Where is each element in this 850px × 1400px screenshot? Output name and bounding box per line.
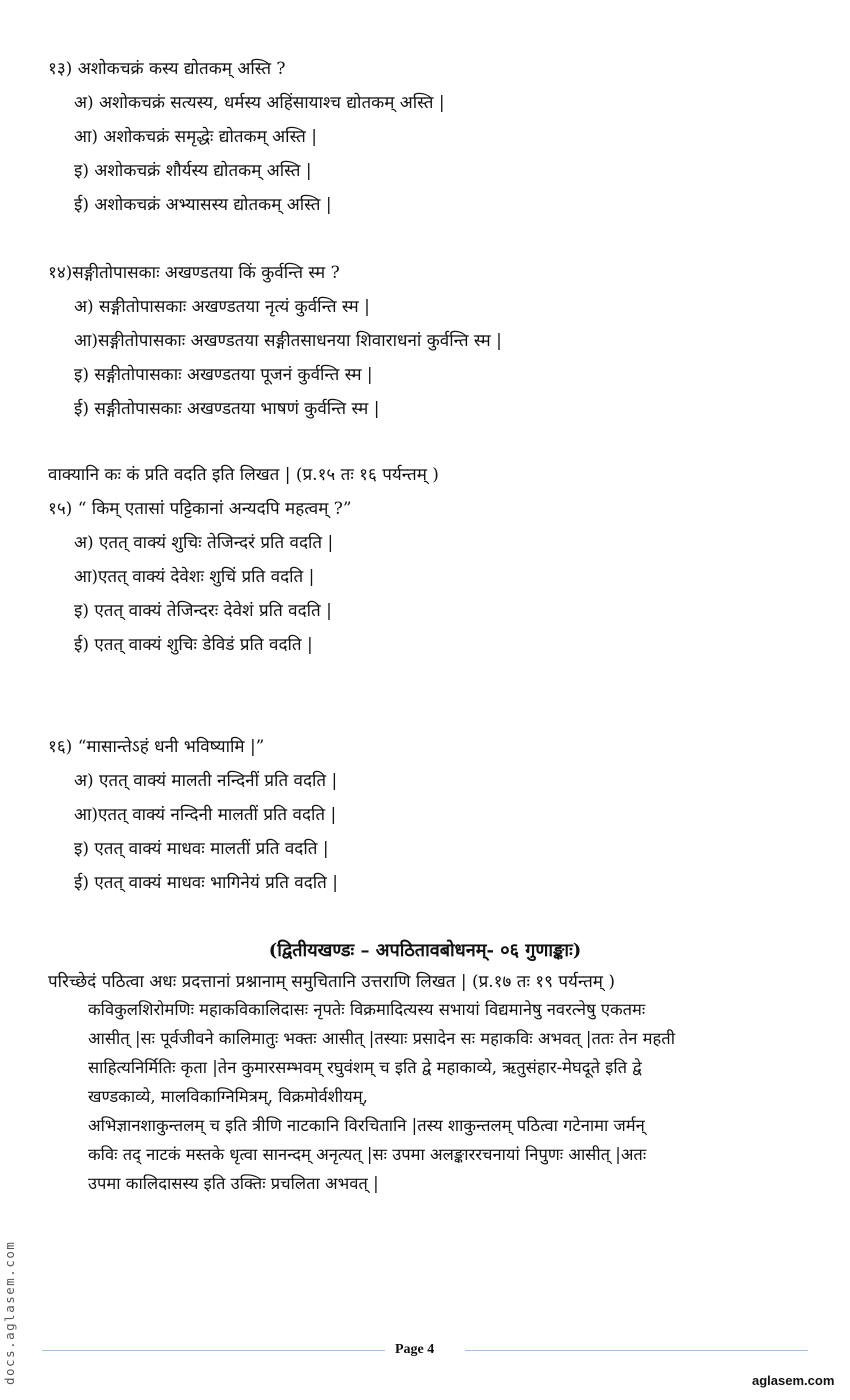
q14-option-i: इ) सङ्गीतोपासकाः अखण्डतया पूजनं कुर्वन्ति स्म |	[74, 365, 373, 385]
q15-option-ii: ई) एतत् वाक्यं शुचिः डेविडं प्रति वदति |	[74, 635, 313, 655]
passage-line: अभिज्ञानशाकुन्तलम् च इति त्रीणि नाटकानि विरचितानि |तस्य शाकुन्तलम् पठित्वा गटेनामा जर्मन्	[88, 1116, 645, 1135]
section-title: (द्वितीयखण्डः – अपठितावबोधनम्- ०६ गुणाङ्काः)	[268, 940, 582, 961]
page-number: Page 4	[395, 1342, 435, 1357]
q14-option-ii: ई) सङ्गीतोपासकाः अखण्डतया भाषणं कुर्वन्ति स्म |	[74, 399, 380, 419]
passage-line: उपमा कालिदासस्य इति उक्तिः प्रचलिता अभवत् |	[88, 1174, 379, 1193]
q14-option-aa: आ)सङ्गीतोपासकाः अखण्डतया सङ्गीतसाधनया शिवाराधनां कुर्वन्ति स्म |	[74, 331, 502, 351]
passage	[88, 995, 778, 1198]
q15-option-a: अ) एतत् वाक्यं शुचिः तेजिन्दरं प्रति वदति |	[74, 533, 334, 553]
side-watermark: docs.aglasem.com	[2, 1240, 17, 1385]
q13-option-a: अ) अशोकचक्रं सत्यस्य, धर्मस्य अहिंसायाश्च द्योतकम् अस्ति |	[74, 93, 445, 113]
question-13: १३) अशोकचक्रं कस्य द्योतकम् अस्ति ?	[48, 59, 286, 79]
passage-line: खण्डकाव्ये, मालविकाग्निमित्रम्, विक्रमोर्वशीयम्,	[88, 1087, 368, 1106]
q13-option-i: इ) अशोकचक्रं शौर्यस्य द्योतकम् अस्ति |	[74, 161, 312, 181]
question-14: १४)सङ्गीतोपासकाः अखण्डतया किं कुर्वन्ति स्म ?	[48, 263, 340, 283]
q15-option-i: इ) एतत् वाक्यं तेजिन्दरः देवेशं प्रति वदति |	[74, 601, 332, 621]
question-16: १६) “मासान्तेऽहं धनी भविष्यामि |”	[48, 737, 265, 757]
instruction-15-16: वाक्यानि कः कं प्रति वदति इति लिखत | (प्र.१५ तः १६ पर्यन्तम् )	[48, 465, 439, 485]
site-name: aglasem.com	[752, 1373, 835, 1388]
q13-option-aa: आ) अशोकचक्रं समृद्धेः द्योतकम् अस्ति |	[74, 127, 318, 147]
q13-option-ii: ई) अशोकचक्रं अभ्यासस्य द्योतकम् अस्ति |	[74, 195, 332, 215]
passage-line: कविकुलशिरोमणिः महाकविकालिदासः नृपतेः विक्रमादित्यस्य सभायां विद्यमानेषु नवरत्नेषु एकतमः	[88, 1000, 646, 1019]
footer-rule-right	[465, 1350, 808, 1351]
passage-line: आसीत् |सः पूर्वजीवने कालिमातुः भक्तः आसीत् |तस्याः प्रसादेन सः महाकविः अभवत् |ततः तेन महती	[88, 1029, 675, 1048]
passage-line: कविः तद् नाटकं मस्तके धृत्वा सानन्दम् अनृत्यत् |सः उपमा अलङ्काररचनायां निपुणः आसीत् |अतः	[88, 1145, 647, 1164]
q16-option-aa: आ)एतत् वाक्यं नन्दिनी मालतीं प्रति वदति |	[74, 805, 337, 825]
q16-option-a: अ) एतत् वाक्यं मालती नन्दिनीं प्रति वदति |	[74, 771, 338, 791]
q14-option-a: अ) सङ्गीतोपासकाः अखण्डतया नृत्यं कुर्वन्ति स्म |	[74, 297, 370, 317]
q15-option-aa: आ)एतत् वाक्यं देवेशः शुचिं प्रति वदति |	[74, 567, 315, 587]
question-15: १५) “ किम् एतासां पट्टिकानां अन्यदपि महत्वम् ?”	[48, 499, 352, 519]
passage-line: साहित्यनिर्मितिः कृता |तेन कुमारसम्भवम् रघुवंशम् च इति द्वे महाकाव्ये, ऋतुसंहार-मेघदूते इति द्वे	[88, 1058, 642, 1077]
q16-option-ii: ई) एतत् वाक्यं माधवः भागिनेयं प्रति वदति |	[74, 873, 338, 893]
section-instruction: परिच्छेदं पठित्वा अधः प्रदत्तानां प्रश्नानाम् समुचितानि उत्तराणि लिखत | (प्र.१७ तः १९ पर्यन्तम् )	[48, 972, 616, 992]
footer-rule-left	[42, 1350, 385, 1351]
q16-option-i: इ) एतत् वाक्यं माधवः मालतीं प्रति वदति |	[74, 839, 329, 859]
